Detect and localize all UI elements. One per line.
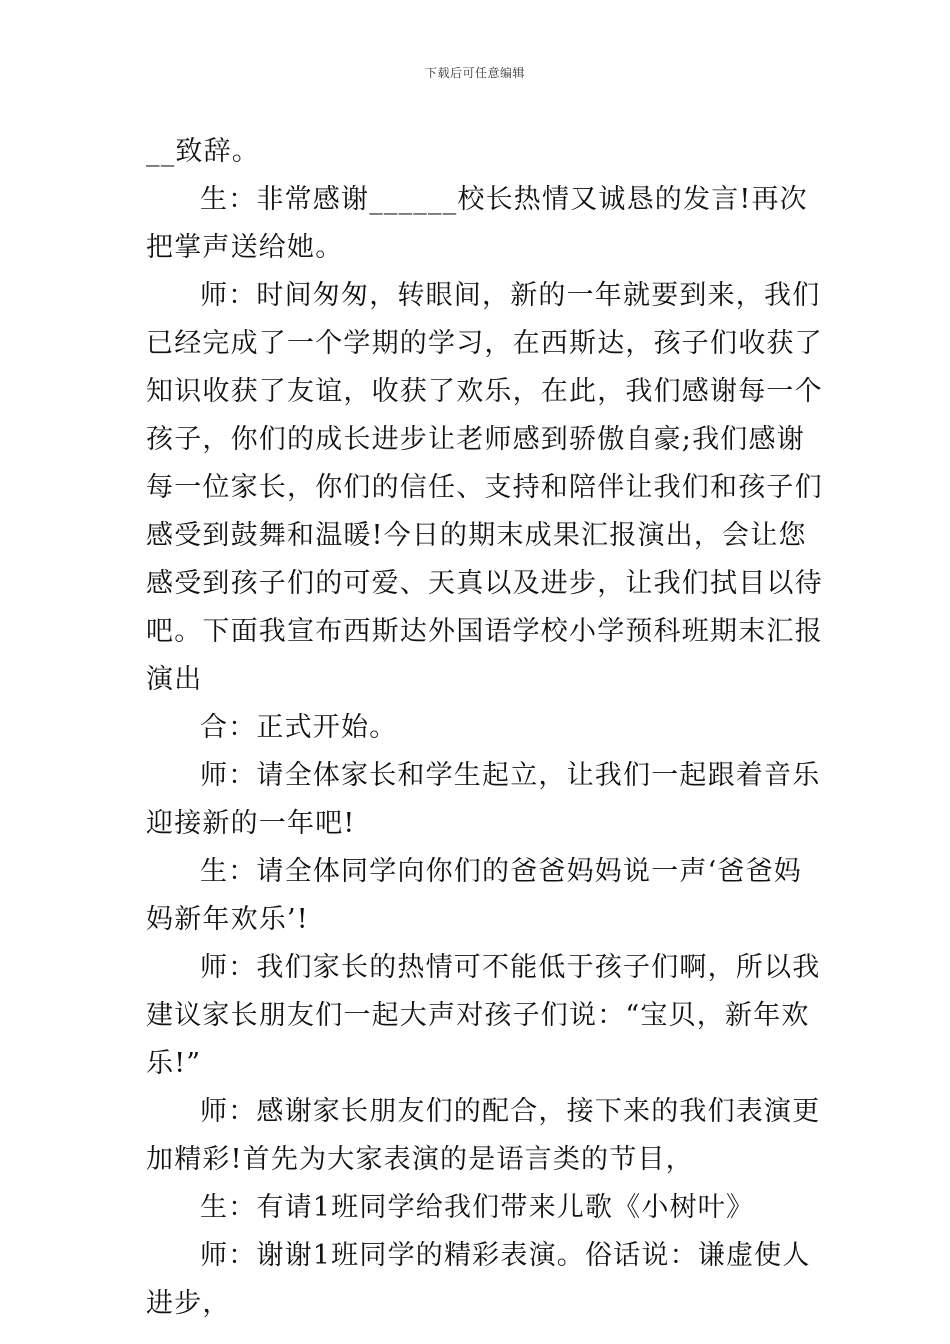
paragraph-intro-fragment: __致辞。: [146, 136, 260, 167]
paragraph-together-start: 合：正式开始。: [200, 712, 398, 743]
paragraph-teacher-stand-up: 师：请全体家长和学生起立，让我们一起跟着音乐迎接新的一年吧!: [146, 760, 821, 839]
document-body: [146, 128, 826, 1328]
paragraph-teacher-program-intro: 师：感谢家长朋友们的配合，接下来的我们表演更加精彩!首先为大家表演的是语言类的节目，: [146, 1096, 821, 1175]
paragraph-teacher-parents: 师：我们家长的热情可不能低于孩子们啊，所以我建议家长朋友们一起大声对孩子们说：“宝贝，新年欢乐!”: [146, 952, 821, 1079]
paragraph-student-invite: 生：有请1班同学给我们带来儿歌《小树叶》: [200, 1192, 755, 1223]
paragraph-teacher-speech: 师：时间匆匆，转眼间，新的一年就要到来，我们已经完成了一个学期的学习，在西斯达，孩子们收获了知识收获了友谊，收获了欢乐，在此，我们感谢每一个孩子，你们的成长进步让老师感到骄傲自豪;我们感谢每一位家长，你们的信任、支持和陪伴让我们和孩子们感受到鼓舞和温暖!今日的期末成果汇报演出，会让您感受到孩子们的可爱、天真以及进步，让我们拭目以待吧。下面我宣布西斯达外国语学校小学预科班期末汇报演出: [146, 280, 823, 695]
paragraph-student-thanks: 生：非常感谢______校长热情又诚恳的发言!再次把掌声送给她。: [146, 184, 808, 263]
page-header-note: 下载后可任意编辑: [424, 66, 525, 80]
paragraph-teacher-thanks: 师：谢谢1班同学的精彩表演。俗话说：谦虚使人进步，: [146, 1240, 811, 1319]
paragraph-student-greeting: 生：请全体同学向你们的爸爸妈妈说一声‘爸爸妈妈新年欢乐’!: [146, 856, 802, 935]
